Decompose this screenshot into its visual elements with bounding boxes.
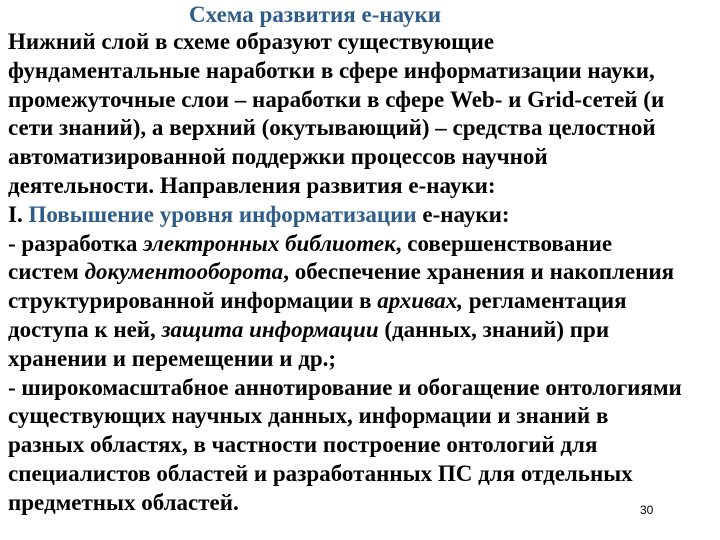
item-2-line-4: специалистов областей и разработанных ПС для отдельных [8,460,633,486]
item-1-line-2-emphasis: документооборота [84,259,284,285]
slide-body [8,28,720,518]
item-1-line-4-emphasis: защита информации [161,316,379,342]
item-1-line-3-text-a: структурированной информации в [8,288,378,314]
intro-line-1: Нижний слой в схеме образуют существующие [8,29,495,54]
item-1-line-5: хранении и перемещении и др.; [8,345,337,371]
item-1-line-1-emphasis: электронных библиотек [143,230,396,256]
item-1-line-2-text-b: , обеспечение хранения и накопления [283,259,675,285]
item-1-line-4-text-b: (данных, знаний) при [378,316,610,342]
page-number: 30 [640,503,654,517]
item-1-line-2-text-a: систем [8,259,85,285]
item-2-line-5: предметных областей. [8,489,239,515]
item-2-line-2: существующих научных данных, информации и знаний в [8,403,609,429]
item-1-line-4-text-a: доступа к ней, [8,316,162,342]
item-1-line-3-text-b: регламентация [462,288,627,314]
section-heading-suffix: е-науки: [416,201,510,227]
item-2-line-3: разных областях, в частности построение онтологий для [8,432,598,458]
item-1-line-2 [8,258,720,287]
intro-line-4: сети знаний), а верхний (окутывающий) – средства целостной [8,115,656,141]
intro-line-6: деятельности. Направления развития е-науки: [8,172,496,198]
slide-title: Схема развития е-науки [189,2,441,27]
item-1-line-3-emphasis: архивах, [377,288,463,314]
section-heading [8,201,720,230]
intro-line-5: автоматизированной поддержки процессов научной [8,144,548,170]
item-2-line-1: - широкомасштабное аннотирование и обогащение онтологиями [8,374,682,400]
item-1-line-1 [8,230,720,259]
intro-line-2: фундаментальные наработки в сфере информатизации науки, [8,57,655,83]
item-1-line-3 [8,287,720,316]
section-heading-highlight: Повышение уровня информатизации [28,201,417,227]
intro-line-3: промежуточные слои – наработки в сфере Web- и Grid-сетей (и [8,86,665,112]
item-1-line-1-text-a: - разработка [8,230,144,256]
item-1-line-1-text-b: , совершенствование [395,230,613,256]
section-numeral: I. [8,201,29,227]
item-1-line-4 [8,316,720,345]
